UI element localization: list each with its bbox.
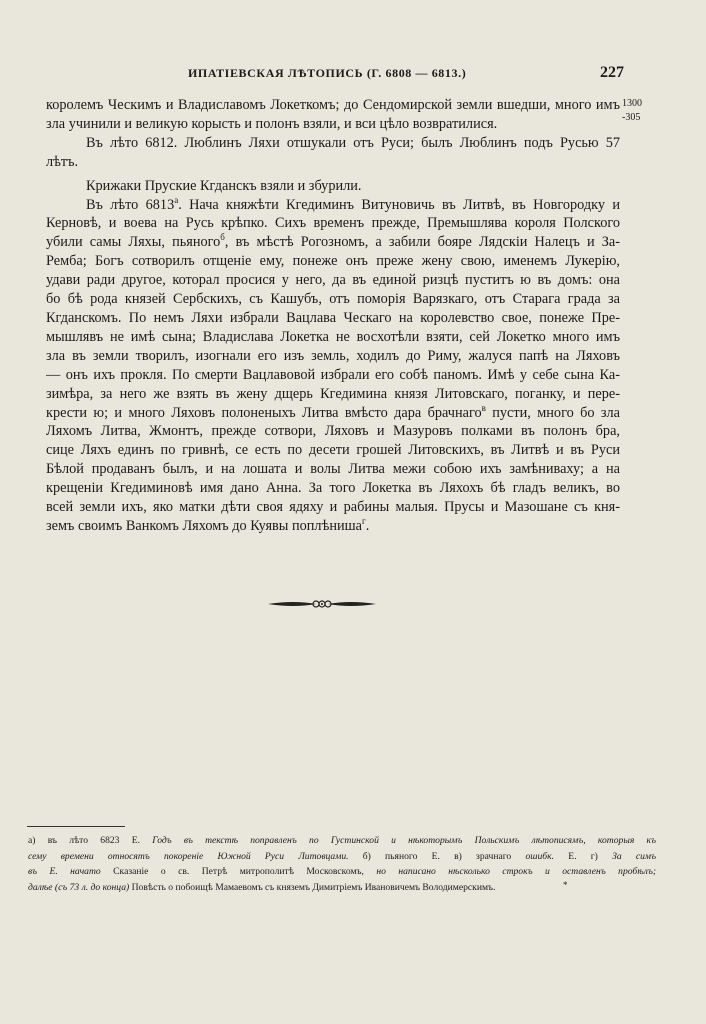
text-line: земъ своимъ Ванкомъ Ляхомъ до Куявы поплѣниша$^г$. — [46, 516, 370, 534]
footnote-separator — [27, 826, 125, 827]
text-line: всей земли ихъ, яко матки дѣти своя ядяху и рабины малыя. Прусы и Мазошане съ кня- — [46, 499, 620, 516]
page-number: 227 — [600, 64, 624, 81]
text-line: лѣтъ. — [46, 153, 79, 170]
paragraph-4 — [46, 196, 620, 536]
margin-year-start: 1300 — [622, 98, 642, 109]
text-line: Въ лѣто 6812. Люблинъ Ляхи отшукали отъ Руси; былъ Люблинъ подъ Русью 57 — [86, 134, 620, 151]
divider-ornament-icon — [266, 597, 378, 611]
footnote-b: б) пьяного Е. — [362, 850, 440, 862]
footnote-marker[interactable]: г — [362, 516, 366, 527]
text-line: зла учинили и великую корысть и полонъ взяли, и вси цѣло возвратилися. — [46, 115, 498, 132]
footnote-line: а) въ лѣто 6823 Е. Годъ въ текстѣ поправленъ по Густинской и нѣкоторымъ Польскимъ лѣтописямъ, которыя къ — [28, 835, 656, 846]
margin-year-end: -305 — [622, 112, 641, 123]
text-line: зла въ земли творилъ, изогнали его изъ земль, ходилъ до Риму, жалуся папѣ на Ляховъ — [46, 347, 620, 364]
text-line: зимѣра, за него же взять въ жену дщерь Кгедимина князя Литовскаго, поганку, и пере- — [46, 385, 620, 402]
text-line: Ремба; Богъ сотворилъ отщеніе ему, понеже онъ преже жену свою, именемъ Лукерію, — [46, 253, 620, 270]
footnote-marker[interactable]: б — [220, 233, 225, 243]
paragraph-2 — [46, 134, 620, 172]
running-title: ИПАТІЕВСКАЯ ЛѢТОПИСЬ (Г. 6808 — 6813.) — [188, 66, 467, 80]
paragraph-3 — [46, 177, 620, 196]
footnote-marker[interactable]: а — [174, 195, 179, 205]
asterisk-mark: * — [563, 880, 568, 890]
footnotes — [28, 833, 656, 896]
text-line: мышлявъ не имѣ сына; Владислава Локетка не восхотѣли взяти, сей Локетко много имъ — [46, 328, 620, 345]
body-text — [46, 96, 620, 536]
year-heading: Въ лѣто 6813 — [86, 196, 175, 213]
footnote-v: в) зрачнаго — [454, 850, 512, 862]
text-line: удави ради другое, которал просися у него, да въ единой ризцѣ пуститъ ю въ домъ: она — [46, 272, 620, 289]
text-line: Крижаки Пруские Кгданскъ взяли и збурили. — [86, 177, 362, 194]
footnote-line: въ Е. начато Сказаніе о св. Петрѣ митрополитѣ Московскомъ, но написано нѣсколько строкъ и оставленъ пробѣлъ; — [28, 866, 656, 878]
text-line: крести ю; и много Ляховъ полоненыхъ Литва вмѣсто дара брачнаго$^в$ пусти, много бо зла — [46, 403, 620, 421]
text-line: сице Ляхъ единъ по гривнѣ, се есть по десети грошей Литовскихъ, въ Литвѣ и въ Руси — [46, 442, 620, 459]
text-line: королемъ Ческимъ и Владиславомъ Локеткомъ; до Сендомирской земли вшедши, много имъ — [46, 97, 620, 113]
text-line: убили самы Ляхы, пьяного$^б$, въ мѣстѣ Рогозномъ, а забили бояре Лядскіи Налецъ и За- — [46, 233, 620, 251]
text-line: Керновѣ, и воева на Русь крѣпко. Сихъ временъ прежде, Премышлява короля Полского — [46, 215, 620, 232]
text-line: Ляхомъ Литва, Жмонтъ, прежде сотвори, Ляховъ и Мазуровъ полками въ полонъ бра, — [46, 423, 620, 440]
text-line: Бѣлой продаванъ былъ, и на лошата и волы Литва межи собою ихъ замѣниваху; а на — [46, 461, 620, 478]
text-line: Кгданскомъ. По немъ Ляхи избрали Вацлава Ческаго на королевство свое, понеже Пре- — [46, 309, 620, 326]
footnote-line: далѣе (съ 73 л. до конца) Повѣсть о побоищѣ Мамаевомъ съ княземъ Димитріемъ Ивановичемъ Володимерскимъ. — [28, 882, 496, 894]
text-line: крещеніи Кгедиминовѣ имя дано Анна. За того Локетка въ Ляхохъ бѣ гладъ великъ, во — [46, 480, 620, 497]
footnote-a-label: а) въ лѣто 6823 Е. — [28, 835, 140, 846]
running-head — [0, 66, 706, 84]
footnote-g-label: г) — [590, 850, 598, 862]
footnote-marker[interactable]: в — [481, 403, 486, 413]
text-line: бо бѣ рода князей Сербскихъ, съ Кашубъ, отъ поморія Варязкаго, отъ Старага града за — [46, 291, 620, 308]
text-line: Въ лѣто $6813^а$. Нача княжѣти Кгедиминъ Витуновичь въ Литвѣ, въ Новгородку и — [86, 195, 620, 213]
footnote-line: сему времени относятъ покореніе Южной Руси Литовцами. б) пьяного Е. в) зрачнаго ошибк. Е. г) За симъ — [28, 850, 656, 862]
paragraph-1 — [46, 96, 620, 134]
text-line: — онъ ихъ прокля. По смерти Вацлавовой избрали его собѣ паномъ. Имѣ у себе сына Ка- — [46, 366, 620, 383]
